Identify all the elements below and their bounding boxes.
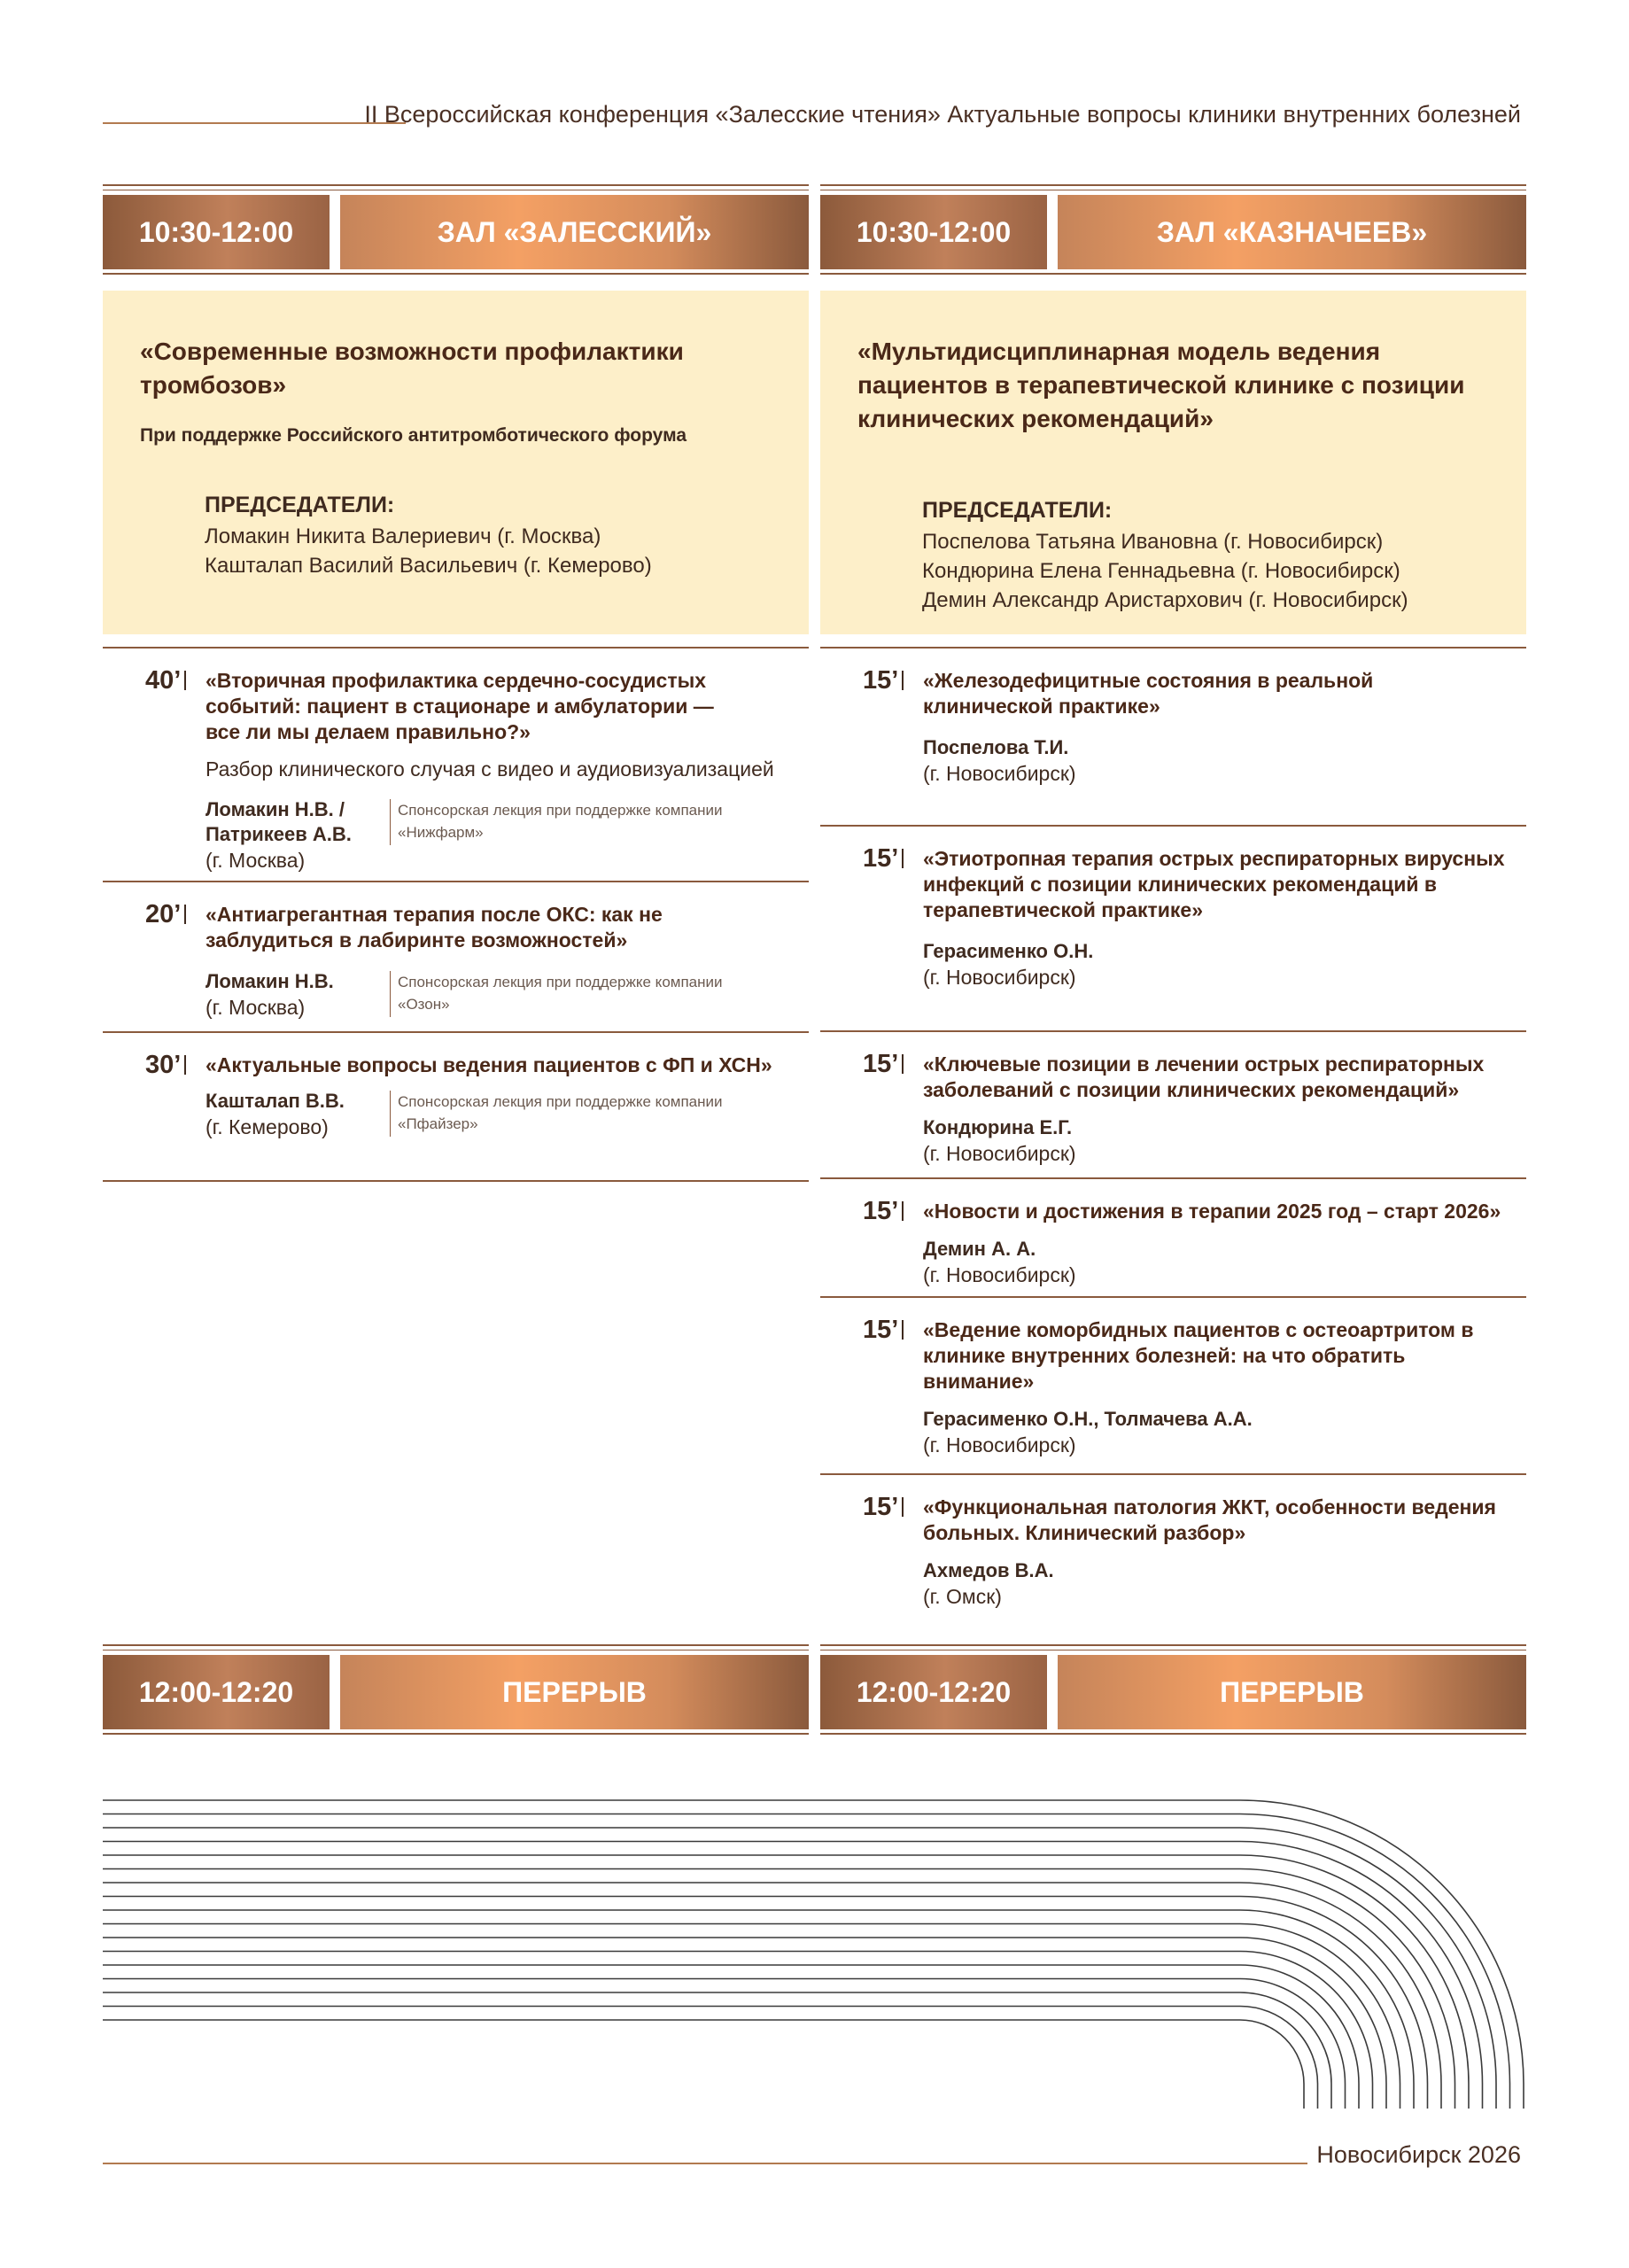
speaker-city: (г. Новосибирск) xyxy=(923,1263,1076,1286)
talk-title: «Этиотропная терапия острых респираторных вирусных инфекций с позиции клинических рекомендаций в терапевтической практике» xyxy=(923,847,1505,921)
page-footer xyxy=(103,2140,1521,2175)
decorative-arc-line xyxy=(103,1952,1373,2109)
duration-value: 15’ xyxy=(863,666,899,695)
decorative-arc-line xyxy=(103,1800,1524,2109)
duration-value: 15’ xyxy=(863,1050,899,1078)
decorative-arc-line xyxy=(103,1869,1455,2109)
talk-title: «Функциональная патология ЖКТ, особенности ведения больных. Клинический разбор» xyxy=(923,1495,1496,1544)
talk-title: «Железодефицитные состояния в реальной клинической практике» xyxy=(923,669,1374,718)
speaker-city: (г. Кемерово) xyxy=(206,1115,329,1138)
speaker-name: Герасименко О.Н. xyxy=(923,940,1094,962)
footer-rule xyxy=(103,2163,1307,2164)
talk-title: «Антиагрегантная терапия после ОКС: как не заблудиться в лабиринте возможностей» xyxy=(206,903,663,951)
speaker-name: Кашталап В.В. xyxy=(206,1090,345,1112)
hall-name: ЗАЛ «КАЗНАЧЕЕВ» xyxy=(1058,195,1526,269)
decorative-arc-line xyxy=(103,2007,1318,2109)
break-time: 12:00-12:20 xyxy=(820,1655,1047,1729)
speaker-city: (г. Новосибирск) xyxy=(923,1142,1076,1165)
session-title: «Современные возможности профилактики тромбозов» xyxy=(140,338,684,399)
decorative-arc-line xyxy=(103,1965,1359,2109)
sponsor-note: Спонсорская лекция при поддержке компании «Пфайзер» xyxy=(390,1091,753,1137)
sponsor-note: Спонсорская лекция при поддержке компании «Нижфарм» xyxy=(390,799,753,845)
chair-name: Ломакин Никита Валериевич (г. Москва) xyxy=(205,524,601,548)
decorative-arc-line xyxy=(103,1828,1496,2109)
duration-value: 30’ xyxy=(145,1051,182,1079)
session-title: «Мультидисциплинарная модель ведения пациентов в терапевтической клинике с позиции клинических рекомендаций» xyxy=(857,338,1465,432)
speaker-name: Демин А. А. xyxy=(923,1238,1036,1260)
speaker-city: (г. Омск) xyxy=(923,1585,1002,1608)
duration-value: 15’ xyxy=(863,1493,899,1521)
duration-value: 15’ xyxy=(863,1197,899,1225)
conference-title: II Всероссийская конференция «Залесские чтения» Актуальные вопросы клиники внутренних болезней xyxy=(364,101,1521,128)
talk-description: Разбор клинического случая с видео и аудиовизуализацией xyxy=(206,757,774,781)
talk-title: «Ведение коморбидных пациентов с остеоартритом в клинике внутренних болезней: на что обратить внимание» xyxy=(923,1318,1474,1393)
talk-title: «Ключевые позиции в лечении острых респираторных заболеваний с позиции клинических рекомендаций» xyxy=(923,1052,1485,1101)
chair-name: Демин Александр Аристархович (г. Новосибирск) xyxy=(922,588,1408,612)
decorative-arc-line xyxy=(103,1938,1386,2109)
footer-city: Новосибирск 2026 xyxy=(1316,2141,1521,2168)
talk-title: «Новости и достижения в терапии 2025 год – старт 2026» xyxy=(923,1200,1501,1223)
duration-value: 40’ xyxy=(145,666,182,695)
break-label: ПЕРЕРЫВ xyxy=(1058,1655,1526,1729)
speaker-name: Кондюрина Е.Г. xyxy=(923,1116,1073,1138)
decorative-arc-line xyxy=(103,1910,1414,2109)
session-time: 10:30-12:00 xyxy=(103,195,330,269)
speaker-name: Поспелова Т.И. xyxy=(923,736,1069,758)
decorative-arc-line xyxy=(103,1814,1510,2109)
speaker-city: (г. Новосибирск) xyxy=(923,762,1076,785)
speaker-name: Ломакин Н.В. / Патрикеев А.В. xyxy=(206,798,352,845)
speaker-city: (г. Новосибирск) xyxy=(923,966,1076,989)
session-support: При поддержке Российского антитромботического форума xyxy=(140,425,687,446)
duration-value: 20’ xyxy=(145,900,182,928)
break-time: 12:00-12:20 xyxy=(103,1655,330,1729)
session-time: 10:30-12:00 xyxy=(820,195,1047,269)
chairs-label: ПРЕДСЕДАТЕЛИ: xyxy=(205,493,395,517)
decorative-arc-line xyxy=(103,1883,1441,2109)
decorative-arc-line xyxy=(103,1992,1331,2109)
speaker-name: Ломакин Н.В. xyxy=(206,970,334,992)
speaker-city: (г. Москва) xyxy=(206,996,306,1019)
sponsor-note: Спонсорская лекция при поддержке компании «Озон» xyxy=(390,971,753,1017)
speaker-name: Герасименко О.Н., Толмачева А.А. xyxy=(923,1408,1253,1430)
speaker-city: (г. Новосибирск) xyxy=(923,1433,1076,1456)
decorative-arc-line xyxy=(103,1979,1346,2109)
hall-name: ЗАЛ «ЗАЛЕССКИЙ» xyxy=(340,195,809,269)
talk-title: «Актуальные вопросы ведения пациентов с ФП и ХСН» xyxy=(206,1053,772,1076)
speaker-name: Ахмедов В.А. xyxy=(923,1559,1054,1581)
decorative-arc-line xyxy=(103,1842,1483,2109)
speaker-city: (г. Москва) xyxy=(206,849,306,872)
chair-name: Кашталап Василий Васильевич (г. Кемерово) xyxy=(205,554,652,578)
break-label: ПЕРЕРЫВ xyxy=(340,1655,809,1729)
chairs-label: ПРЕДСЕДАТЕЛИ: xyxy=(922,498,1113,523)
decorative-arc-line xyxy=(103,1897,1428,2109)
duration-value: 15’ xyxy=(863,1316,899,1344)
decorative-arc-line xyxy=(103,2020,1304,2109)
chair-name: Поспелова Татьяна Ивановна (г. Новосибирск) xyxy=(922,530,1384,554)
talk-title: «Вторичная профилактика сердечно-сосудистых событий: пациент в стационаре и амбулатории — все ли мы делаем правильно?» xyxy=(206,669,714,743)
chair-name: Кондюрина Елена Геннадьевна (г. Новосибирск) xyxy=(922,559,1400,583)
duration-value: 15’ xyxy=(863,844,899,873)
